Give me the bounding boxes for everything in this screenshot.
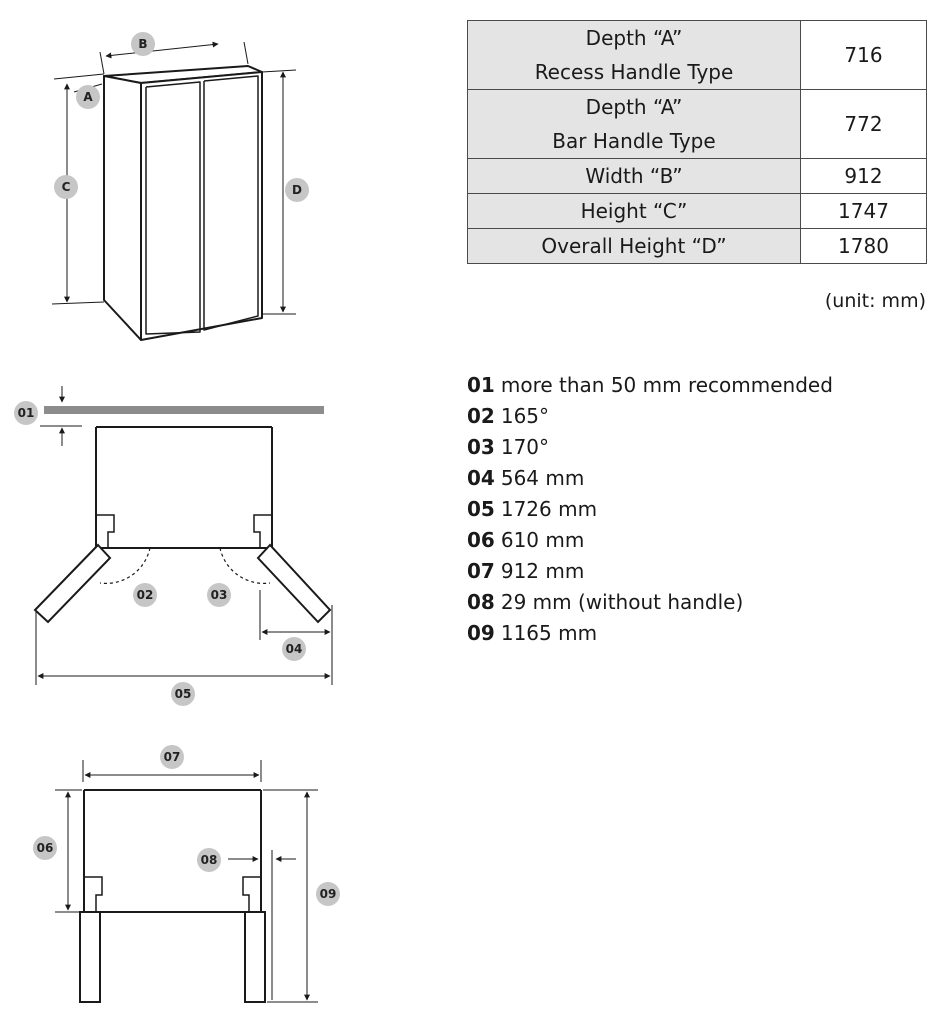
svg-text:01: 01 — [17, 406, 35, 420]
table-label-cell: Depth “A” Bar Handle Type — [468, 90, 801, 159]
table-row — [468, 159, 927, 194]
legend-number: 09 — [467, 621, 495, 645]
clearance-05-badge — [171, 682, 195, 706]
legend-item — [467, 494, 833, 525]
top-view-doors-90 — [55, 760, 318, 1002]
legend-number: 02 — [467, 404, 495, 428]
svg-text:D: D — [292, 183, 302, 197]
fridge-side-face — [104, 76, 141, 340]
dimension-c-badge — [54, 175, 78, 199]
legend-text: 1165 mm — [500, 621, 598, 645]
dimension-a-badge — [76, 85, 100, 109]
table-value-cell: 1747 — [801, 194, 927, 229]
legend-text: more than 50 mm recommended — [500, 373, 833, 397]
table-row — [468, 21, 927, 90]
legend-item — [467, 432, 833, 463]
svg-text:07: 07 — [163, 750, 181, 764]
legend-number: 04 — [467, 466, 495, 490]
left-swing-arc — [100, 548, 150, 583]
clearance-07-badge — [160, 745, 184, 769]
table-row — [468, 90, 927, 159]
legend-item — [467, 587, 833, 618]
table-value-cell: 716 — [801, 21, 927, 90]
legend-item — [467, 525, 833, 556]
clearance-legend — [467, 370, 833, 649]
svg-text:C: C — [61, 180, 71, 194]
legend-number: 03 — [467, 435, 495, 459]
table-label-cell: Overall Height “D” — [468, 229, 801, 264]
svg-text:09: 09 — [319, 887, 337, 901]
legend-item — [467, 556, 833, 587]
table-value-cell: 912 — [801, 159, 927, 194]
clearance-04-badge — [282, 637, 306, 661]
svg-text:03: 03 — [210, 588, 228, 602]
legend-number: 08 — [467, 590, 495, 614]
legend-text: 170° — [500, 435, 550, 459]
right-hinge-90 — [243, 877, 261, 912]
dimension-b-badge — [131, 32, 155, 56]
clearance-09-badge — [316, 882, 340, 906]
svg-text:06: 06 — [36, 841, 54, 855]
legend-number: 07 — [467, 559, 495, 583]
svg-text:08: 08 — [200, 853, 218, 867]
legend-text: 29 mm (without handle) — [500, 590, 744, 614]
legend-item — [467, 370, 833, 401]
svg-text:05: 05 — [174, 687, 192, 701]
table-row — [468, 229, 927, 264]
dimensions-table — [467, 20, 927, 264]
fridge-isometric-drawing — [104, 66, 262, 340]
clearance-01-badge — [14, 401, 38, 425]
svg-text:A: A — [83, 90, 93, 104]
clearance-03-badge — [207, 583, 231, 607]
table-label-cell: Height “C” — [468, 194, 801, 229]
left-hinge — [96, 515, 114, 548]
legend-text: 564 mm — [500, 466, 585, 490]
legend-text: 912 mm — [500, 559, 585, 583]
clearance-06-badge — [33, 836, 57, 860]
table-label-cell: Depth “A” Recess Handle Type — [468, 21, 801, 90]
legend-text: 165° — [500, 404, 550, 428]
left-door-open — [35, 545, 110, 622]
legend-number: 01 — [467, 373, 495, 397]
svg-text:04: 04 — [285, 642, 303, 656]
table-value-cell: 772 — [801, 90, 927, 159]
legend-number: 05 — [467, 497, 495, 521]
table-value-cell: 1780 — [801, 229, 927, 264]
clearance-08-badge — [197, 848, 221, 872]
svg-text:B: B — [138, 37, 148, 51]
clearance-02-badge — [133, 583, 157, 607]
right-door-90 — [245, 912, 265, 1002]
right-door-open — [258, 545, 330, 622]
legend-text: 610 mm — [500, 528, 585, 552]
table-row — [468, 194, 927, 229]
left-hinge-90 — [84, 877, 102, 912]
table-label-cell: Width “B” — [468, 159, 801, 194]
legend-text: 1726 mm — [500, 497, 598, 521]
svg-text:02: 02 — [136, 588, 154, 602]
left-door-90 — [80, 912, 100, 1002]
dimension-d-badge — [285, 178, 309, 202]
legend-item — [467, 401, 833, 432]
legend-number: 06 — [467, 528, 495, 552]
legend-item — [467, 463, 833, 494]
fridge-front-face — [141, 72, 262, 340]
unit-note: (unit: mm) — [824, 290, 926, 312]
right-hinge — [254, 515, 272, 548]
wall-bar — [44, 406, 324, 414]
legend-item — [467, 618, 833, 649]
